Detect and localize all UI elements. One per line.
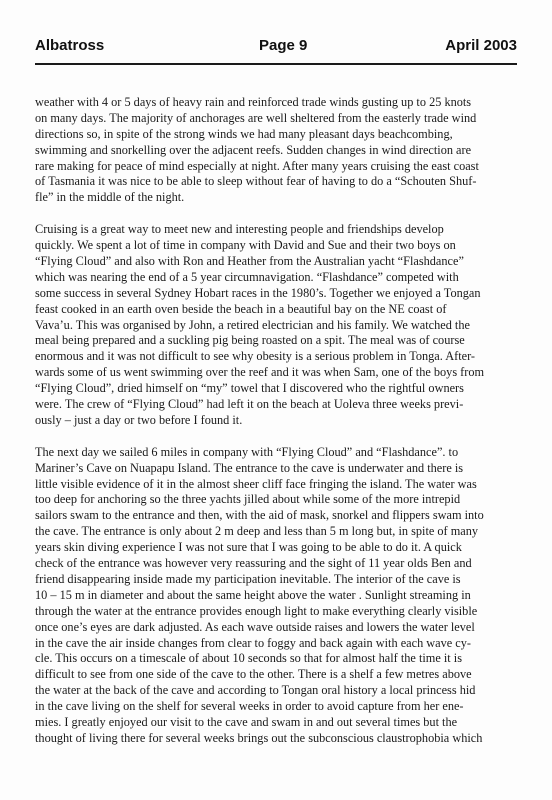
paragraph-gap — [35, 206, 513, 222]
text-line: too deep for anchoring so the three yachts jilled about while some of the more intrepid — [35, 492, 461, 507]
page-header — [35, 37, 517, 59]
text-line: check of the entrance was however very reassuring and the sight of 11 year olds Ben and — [35, 556, 472, 571]
text-line: cle. This occurs on a timescale of about 10 seconds so that for almost half the time it is — [35, 651, 462, 666]
text-line: rare making for peace of mind especially at night. After many years cruising the east coast — [35, 158, 479, 173]
text-line: 10 – 15 m in diameter and about the same height above the water . Sunlight streaming in — [35, 587, 471, 602]
text-line: “Flying Cloud”, dried himself on “my” towel that I discovered who the rightful owners — [35, 381, 464, 396]
issue-date: April 2003 — [445, 37, 517, 54]
text-line: were. The crew of “Flying Cloud” had left it on the beach at Uoleva three weeks previ- — [35, 397, 464, 412]
text-line: of Tasmania it was nice to be able to sleep without fear of having to do a “Schouten Shuf- — [35, 174, 477, 189]
text-line: The next day we sailed 6 miles in company with “Flying Cloud” and “Flashdance”. to — [35, 444, 459, 459]
text-line: years skin diving experience I was not sure that I was going to be able to do it. A quick — [35, 540, 462, 555]
text-line: fle” in the middle of the night. — [35, 190, 185, 205]
text-line: some success in several Sydney Hobart races in the 1980’s. Together we enjoyed a Tongan — [35, 285, 481, 300]
text-line: weather with 4 or 5 days of heavy rain and reinforced trade winds gusting up to 25 knots — [35, 95, 472, 109]
text-line: on many days. The majority of anchorages are well sheltered from the easterly trade wind — [35, 110, 477, 125]
header-rule — [35, 63, 517, 65]
paragraph — [35, 445, 513, 747]
text-line: Mariner’s Cave on Nuapapu Island. The entrance to the cave is underwater and there is — [35, 460, 464, 475]
paragraph — [35, 95, 513, 206]
text-line: meal being prepared and a suckling pig being roasted on a spit. The meal was of course — [35, 333, 465, 348]
text-line: “Flying Cloud” and also with Ron and Heather from the Australian yacht “Flashdance” — [35, 254, 464, 269]
text-line: enormous and it was not difficult to see why obesity is a serious problem in Tonga. After- — [35, 349, 476, 364]
text-line: wards some of us went swimming over the reef and it was when Sam, one of the boys from — [35, 365, 485, 380]
text-line: quickly. We spent a lot of time in company with David and Sue and their two boys on — [35, 238, 456, 253]
text-line: sailors swam to the entrance and then, with the aid of mask, snorkel and flippers swam into — [35, 508, 484, 523]
text-line: directions so, in spite of the strong winds we had many pleasant days beachcombing, — [35, 126, 453, 141]
text-line: feast cooked in an earth oven beside the beach in a beautiful bay on the NE coast of — [35, 301, 447, 316]
text-line: the cave. The entrance is only about 2 m deep and less than 5 m long but, in spite of many — [35, 524, 479, 539]
text-line: Cruising is a great way to meet new and interesting people and friendships develop — [35, 222, 444, 237]
text-line: the water at the back of the cave and according to Tongan oral history a local princess hid — [35, 683, 476, 698]
text-line: which was nearing the end of a 5 year circumnavigation. “Flashdance” competed with — [35, 269, 459, 284]
text-line: thought of living there for several weeks brings out the subconscious claustrophobia which — [35, 730, 483, 745]
text-line: ously – just a day or two before I found it. — [35, 412, 243, 427]
text-line: swimming and snorkelling over the adjacent reefs. Sudden changes in wind direction are — [35, 142, 472, 157]
text-line: mies. I greatly enjoyed our visit to the cave and swam in and out several times but the — [35, 714, 458, 729]
paragraph-gap — [35, 429, 513, 445]
text-line: difficult to see from one side of the cave to the other. There is a shelf a few metres above — [35, 667, 472, 682]
text-line: in the cave the air inside changes from clear to foggy and back again with each wave cy- — [35, 635, 472, 650]
newsletter-title: Albatross — [35, 37, 105, 54]
article-body — [35, 95, 513, 747]
paragraph — [35, 222, 513, 429]
text-line: in the cave living on the shelf for several weeks in order to avoid capture from her ene- — [35, 699, 464, 714]
text-line: little visible evidence of it in the almost sheer cliff face fringing the island. The water was — [35, 476, 477, 491]
text-line: once one’s eyes are dark adjusted. As each wave outside raises and lowers the water level — [35, 619, 475, 634]
page-number: Page 9 — [259, 37, 308, 54]
text-line: Vava’u. This was organised by John, a retired electrician and his family. We watched the — [35, 317, 470, 332]
text-line: friend disappearing inside made my participation inevitable. The interior of the cave is — [35, 571, 461, 586]
text-line: through the water at the entrance provides enough light to make everything clearly visible — [35, 603, 478, 618]
